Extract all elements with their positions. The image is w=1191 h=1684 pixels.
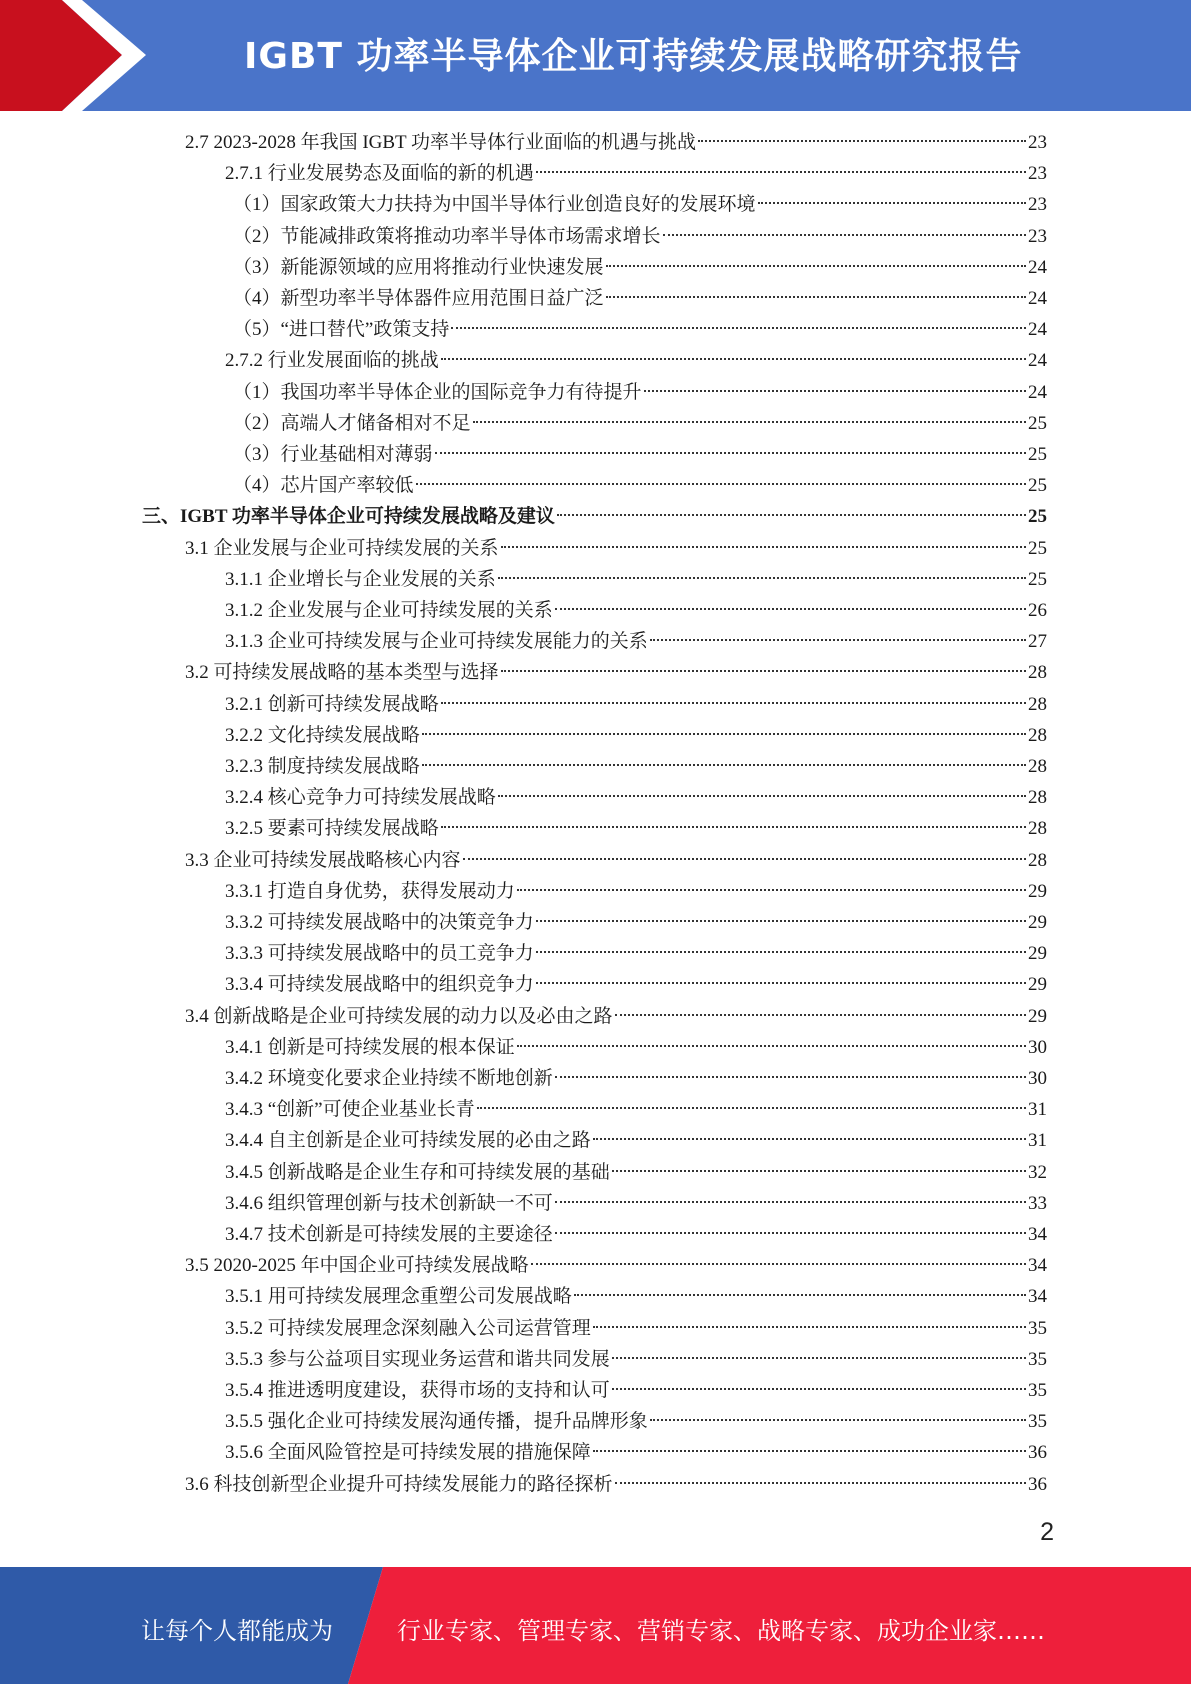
toc-dot-leader — [555, 1076, 1026, 1078]
toc-entry[interactable] — [225, 720, 1047, 751]
toc-dot-leader — [698, 140, 1026, 142]
header-chevron-accent — [0, 0, 160, 111]
toc-entry-page: 31 — [1028, 1099, 1047, 1121]
toc-entry-label: 3.1.3 企业可持续发展与企业可持续发展能力的关系 — [225, 631, 648, 653]
toc-entry-label: （4）新型功率半导体器件应用范围日益广泛 — [233, 288, 604, 309]
toc-entry-page: 23 — [1028, 225, 1047, 247]
toc-dot-leader — [416, 483, 1026, 485]
toc-entry-page: 28 — [1028, 787, 1047, 809]
toc-entry-page: 30 — [1028, 1068, 1047, 1089]
toc-dot-leader — [536, 171, 1026, 173]
toc-entry[interactable] — [225, 1063, 1047, 1094]
toc-entry-label: 3.1.1 企业增长与企业发展的关系 — [225, 568, 496, 590]
toc-entry[interactable] — [225, 1032, 1047, 1063]
toc-entry-label: （4）芯片国产率较低 — [233, 475, 414, 497]
toc-entry[interactable] — [185, 533, 1047, 564]
toc-entry-page: 28 — [1028, 756, 1047, 777]
toc-entry-page: 28 — [1028, 662, 1047, 684]
toc-entry-page: 28 — [1028, 693, 1047, 715]
toc-entry-label: 2.7 2023-2028 年我国 IGBT 功率半导体行业面临的机遇与挑战 — [185, 132, 697, 153]
toc-entry-label: 3.5.4 推进透明度建设，获得市场的支持和认可 — [225, 1380, 610, 1401]
toc-entry-label: 3.3.4 可持续发展战略中的组织竞争力 — [225, 974, 534, 996]
toc-entry[interactable] — [225, 158, 1047, 189]
toc-entry-label: 3.2.2 文化持续发展战略 — [225, 724, 420, 746]
footer-band — [0, 1567, 1191, 1684]
toc-entry-page: 23 — [1028, 163, 1047, 185]
toc-entry-page: 28 — [1028, 818, 1047, 840]
toc-dot-leader — [473, 421, 1026, 423]
toc-entry-label: 3.3.2 可持续发展战略中的决策竞争力 — [225, 912, 534, 933]
toc-entry-page: 29 — [1028, 1005, 1047, 1027]
toc-dot-leader — [435, 452, 1026, 454]
toc-dot-leader — [557, 514, 1026, 516]
toc-entry-page: 36 — [1028, 1473, 1047, 1495]
toc-entry-label: 3.2 可持续发展战略的基本类型与选择 — [185, 662, 499, 684]
toc-entry-label: 3.4 创新战略是企业可持续发展的动力以及必由之路 — [185, 1005, 613, 1027]
toc-entry[interactable] — [185, 657, 1047, 688]
toc-entry-label: 3.4.1 创新是可持续发展的根本保证 — [225, 1036, 515, 1058]
toc-entry-label: （1）我国功率半导体企业的国际竞争力有待提升 — [233, 381, 642, 403]
toc-entry-page: 34 — [1028, 1224, 1047, 1245]
toc-entry-label: 3.4.3 “创新”可使企业基业长青 — [225, 1099, 475, 1121]
toc-entry-page: 24 — [1028, 381, 1047, 403]
toc-entry-label: 3.6 科技创新型企业提升可持续发展能力的路径探析 — [185, 1473, 613, 1495]
toc-dot-leader — [441, 702, 1026, 704]
toc-entry-label: 3.4.2 环境变化要求企业持续不断地创新 — [225, 1068, 553, 1089]
toc-dot-leader — [536, 982, 1026, 984]
toc-entry[interactable] — [185, 127, 1047, 158]
toc-entry-label: 3.3.1 打造自身优势，获得发展动力 — [225, 880, 515, 902]
toc-entry[interactable] — [233, 439, 1047, 470]
toc-dot-leader — [606, 296, 1026, 298]
toc-entry-page: 25 — [1028, 568, 1047, 590]
toc-entry-page: 35 — [1028, 1411, 1047, 1433]
toc-entry[interactable] — [225, 1094, 1047, 1125]
toc-entry[interactable] — [225, 689, 1047, 720]
toc-dot-leader — [758, 202, 1026, 204]
toc-entry-label: 3.5 2020-2025 年中国企业可持续发展战略 — [185, 1255, 529, 1277]
toc-entry-label: （3）行业基础相对薄弱 — [233, 444, 433, 465]
toc-entry-page: 36 — [1028, 1442, 1047, 1464]
toc-dot-leader — [593, 1450, 1026, 1452]
toc-dot-leader — [593, 1326, 1026, 1328]
toc-entry-label: （1）国家政策大力扶持为中国半导体行业创造良好的发展环境 — [233, 194, 756, 216]
toc-dot-leader — [422, 733, 1026, 735]
toc-dot-leader — [555, 1232, 1026, 1234]
toc-entry-label: 2.7.2 行业发展面临的挑战 — [225, 350, 439, 372]
toc-entry-page: 29 — [1028, 880, 1047, 902]
toc-entry-page: 26 — [1028, 600, 1047, 621]
toc-dot-leader — [536, 920, 1026, 922]
toc-entry[interactable] — [233, 221, 1047, 252]
toc-entry-label: 3.4.7 技术创新是可持续发展的主要途径 — [225, 1224, 553, 1245]
toc-entry-label: （2）节能减排政策将推动功率半导体市场需求增长 — [233, 225, 661, 247]
toc-entry-label: 3.4.4 自主创新是企业可持续发展的必由之路 — [225, 1130, 591, 1152]
toc-entry-label: 3.4.5 创新战略是企业生存和可持续发展的基础 — [225, 1161, 610, 1183]
toc-entry-page: 24 — [1028, 319, 1047, 341]
toc-entry[interactable] — [225, 1219, 1047, 1250]
toc-dot-leader — [477, 1107, 1026, 1109]
toc-entry-label: 3.5.3 参与公益项目实现业务运营和谐共同发展 — [225, 1348, 610, 1370]
toc-dot-leader — [650, 1419, 1026, 1421]
toc-entry-page: 23 — [1028, 194, 1047, 216]
toc-entry-page: 32 — [1028, 1161, 1047, 1183]
toc-entry-page: 23 — [1028, 132, 1047, 153]
toc-entry-page: 28 — [1028, 849, 1047, 871]
toc-entry-label: （5）“进口替代”政策支持 — [233, 319, 450, 341]
toc-entry-page: 29 — [1028, 912, 1047, 933]
toc-entry[interactable] — [185, 1469, 1047, 1500]
toc-entry-page: 35 — [1028, 1380, 1047, 1401]
toc-entry[interactable] — [225, 1281, 1047, 1312]
toc-entry-page: 31 — [1028, 1130, 1047, 1152]
toc-entry[interactable] — [225, 876, 1047, 907]
toc-entry[interactable] — [225, 907, 1047, 938]
toc-dot-leader — [574, 1294, 1026, 1296]
report-title: IGBT 功率半导体企业可持续发展战略研究报告 — [244, 36, 1023, 77]
toc-entry[interactable] — [185, 845, 1047, 876]
toc-entry[interactable] — [225, 969, 1047, 1000]
toc-dot-leader — [498, 577, 1026, 579]
toc-dot-leader — [517, 1045, 1026, 1047]
toc-entry[interactable] — [225, 1406, 1047, 1437]
toc-entry[interactable] — [225, 564, 1047, 595]
toc-dot-leader — [451, 327, 1026, 329]
toc-entry[interactable] — [225, 1375, 1047, 1406]
toc-entry-label: 3.2.3 制度持续发展战略 — [225, 756, 420, 777]
toc-entry-page: 25 — [1028, 506, 1047, 528]
toc-entry[interactable] — [225, 751, 1047, 782]
toc-entry[interactable] — [225, 782, 1047, 813]
toc-entry[interactable] — [233, 408, 1047, 439]
toc-entry-label: （3）新能源领域的应用将推动行业快速发展 — [233, 256, 604, 278]
toc-entry[interactable] — [225, 1157, 1047, 1188]
toc-entry[interactable] — [225, 1125, 1047, 1156]
toc-entry-label: 3.2.4 核心竞争力可持续发展战略 — [225, 787, 496, 809]
toc-entry[interactable] — [233, 314, 1047, 345]
toc-dot-leader — [498, 795, 1026, 797]
toc-dot-leader — [612, 1388, 1026, 1390]
toc-dot-leader — [663, 234, 1026, 236]
toc-dot-leader — [615, 1014, 1026, 1016]
toc-dot-leader — [615, 1482, 1026, 1484]
toc-dot-leader — [422, 764, 1026, 766]
footer-slogan-left: 让每个人都能成为 — [141, 1617, 333, 1645]
toc-entry-page: 33 — [1028, 1192, 1047, 1214]
toc-dot-leader — [612, 1170, 1026, 1172]
toc-dot-leader — [555, 1201, 1026, 1203]
toc-dot-leader — [593, 1138, 1026, 1140]
toc-dot-leader — [531, 1263, 1026, 1265]
toc-entry-label: 3.2.1 创新可持续发展战略 — [225, 693, 439, 715]
toc-entry[interactable] — [225, 1344, 1047, 1375]
toc-dot-leader — [501, 546, 1026, 548]
toc-entry-page: 28 — [1028, 724, 1047, 746]
toc-entry-label: 3.3.3 可持续发展战略中的员工竞争力 — [225, 943, 534, 965]
toc-dot-leader — [612, 1357, 1026, 1359]
toc-dot-leader — [644, 390, 1026, 392]
page-number: 2 — [1040, 1518, 1054, 1546]
toc-entry-page: 35 — [1028, 1317, 1047, 1339]
toc-dot-leader — [517, 889, 1026, 891]
toc-entry[interactable] — [225, 595, 1047, 626]
toc-entry[interactable] — [225, 1313, 1047, 1344]
toc-entry-label: 3.4.6 组织管理创新与技术创新缺一不可 — [225, 1192, 553, 1214]
toc-entry-label: 3.1 企业发展与企业可持续发展的关系 — [185, 537, 499, 559]
toc-dot-leader — [501, 670, 1026, 672]
toc-entry[interactable] — [233, 377, 1047, 408]
toc-entry-page: 24 — [1028, 350, 1047, 372]
toc-entry-page: 27 — [1028, 631, 1047, 653]
toc-entry[interactable] — [142, 501, 1047, 532]
toc-entry-page: 24 — [1028, 256, 1047, 278]
toc-entry[interactable] — [225, 345, 1047, 376]
header-band — [0, 0, 1191, 111]
toc-entry-label: 3.1.2 企业发展与企业可持续发展的关系 — [225, 600, 553, 621]
toc-entry-label: 2.7.1 行业发展势态及面临的新的机遇 — [225, 163, 534, 185]
toc-dot-leader — [650, 639, 1026, 641]
toc-entry-label: 3.5.6 全面风险管控是可持续发展的措施保障 — [225, 1442, 591, 1464]
toc-entry[interactable] — [233, 470, 1047, 501]
toc-entry[interactable] — [225, 1188, 1047, 1219]
toc-entry-label: 3.5.5 强化企业可持续发展沟通传播，提升品牌形象 — [225, 1411, 648, 1433]
toc-entry[interactable] — [225, 938, 1047, 969]
toc-entry[interactable] — [225, 626, 1047, 657]
toc-entry-label: 3.5.2 可持续发展理念深刻融入公司运营管理 — [225, 1317, 591, 1339]
toc-dot-leader — [463, 858, 1026, 860]
toc-entry-page: 29 — [1028, 974, 1047, 996]
toc-entry[interactable] — [185, 1250, 1047, 1281]
toc-entry-label: 三、IGBT 功率半导体企业可持续发展战略及建议 — [142, 506, 555, 528]
toc-entry-page: 34 — [1028, 1255, 1047, 1277]
toc-entry[interactable] — [233, 252, 1047, 283]
toc-dot-leader — [441, 826, 1026, 828]
toc-dot-leader — [441, 358, 1026, 360]
toc-entry-page: 25 — [1028, 537, 1047, 559]
toc-entry-page: 30 — [1028, 1036, 1047, 1058]
toc-entry[interactable] — [233, 283, 1047, 314]
toc-entry[interactable] — [185, 1001, 1047, 1032]
toc-entry-label: 3.5.1 用可持续发展理念重塑公司发展战略 — [225, 1286, 572, 1308]
toc-entry-page: 25 — [1028, 444, 1047, 465]
toc-entry-page: 35 — [1028, 1348, 1047, 1370]
toc-entry-label: 3.2.5 要素可持续发展战略 — [225, 818, 439, 840]
toc-entry-page: 25 — [1028, 475, 1047, 497]
toc-entry-page: 24 — [1028, 288, 1047, 309]
toc-dot-leader — [536, 951, 1026, 953]
toc-entry[interactable] — [225, 813, 1047, 844]
toc-entry[interactable] — [233, 189, 1047, 220]
toc-entry-label: （2）高端人才储备相对不足 — [233, 412, 471, 434]
toc-dot-leader — [606, 265, 1026, 267]
footer-slogan-right: 行业专家、管理专家、营销专家、战略专家、成功企业家…… — [397, 1617, 1045, 1645]
toc-entry[interactable] — [225, 1437, 1047, 1468]
toc-entry-page: 34 — [1028, 1286, 1047, 1308]
toc-entry-page: 25 — [1028, 412, 1047, 434]
toc-entry-label: 3.3 企业可持续发展战略核心内容 — [185, 849, 461, 871]
toc-entry-page: 29 — [1028, 943, 1047, 965]
toc-dot-leader — [555, 608, 1026, 610]
